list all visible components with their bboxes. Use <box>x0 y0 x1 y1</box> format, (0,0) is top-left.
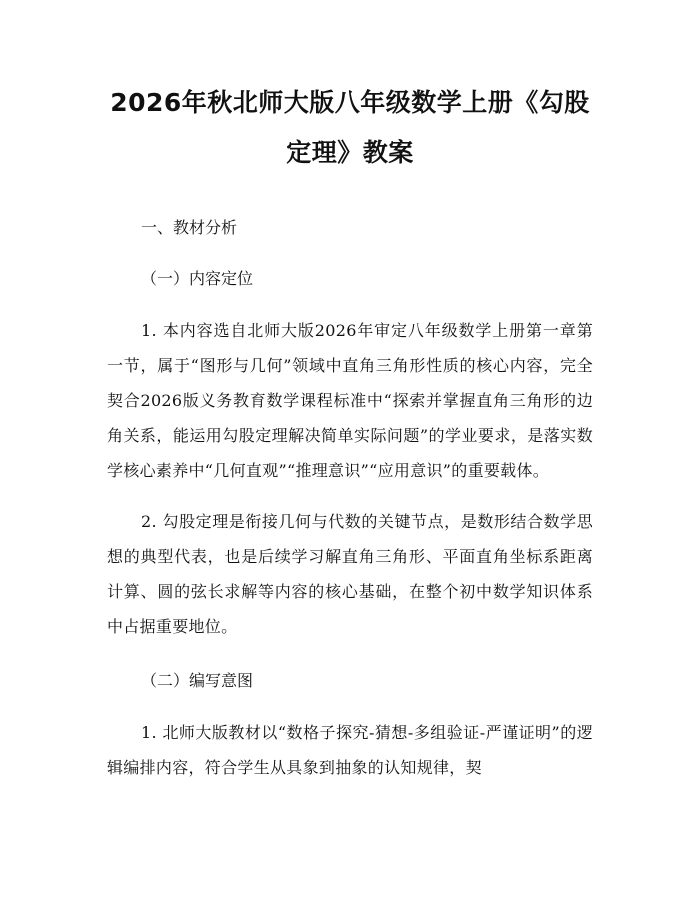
document-title: 2026年秋北师大版八年级数学上册《勾股定理》教案 <box>110 88 590 167</box>
paragraph-content-positioning-1: 1. 本内容选自北师大版2026年审定八年级数学上册第一章第一节，属于“图形与几何”领域中直角三角形性质的核心内容，完全契合2026版义务教育数学课程标准中“探索并掌握直角三角形的边角关系，能运用勾股定理解决简单实际问题”的学业要求，是落实数学核心素养中“几何直观”“推理意识”“应用意识”的重要载体。 <box>107 321 593 480</box>
paragraph-writing-intent-1: 1. 北师大版教材以“数格子探究-猜想-多组验证-严谨证明”的逻辑编排内容，符合学生从具象到抽象的认知规律，契 <box>107 723 593 777</box>
section-heading-textbook-analysis: 一、教材分析 <box>141 218 238 237</box>
subsection-heading-content-positioning: （一）内容定位 <box>141 269 254 288</box>
paragraph-content-positioning-2: 2. 勾股定理是衔接几何与代数的关键节点，是数形结合数学思想的典型代表，也是后续学习解直角三角形、平面直角坐标系距离计算、圆的弦长求解等内容的核心基础，在整个初中数学知识体系中占据重要地位。 <box>107 512 593 636</box>
subsection-heading-writing-intent: （二）编写意图 <box>141 671 254 690</box>
